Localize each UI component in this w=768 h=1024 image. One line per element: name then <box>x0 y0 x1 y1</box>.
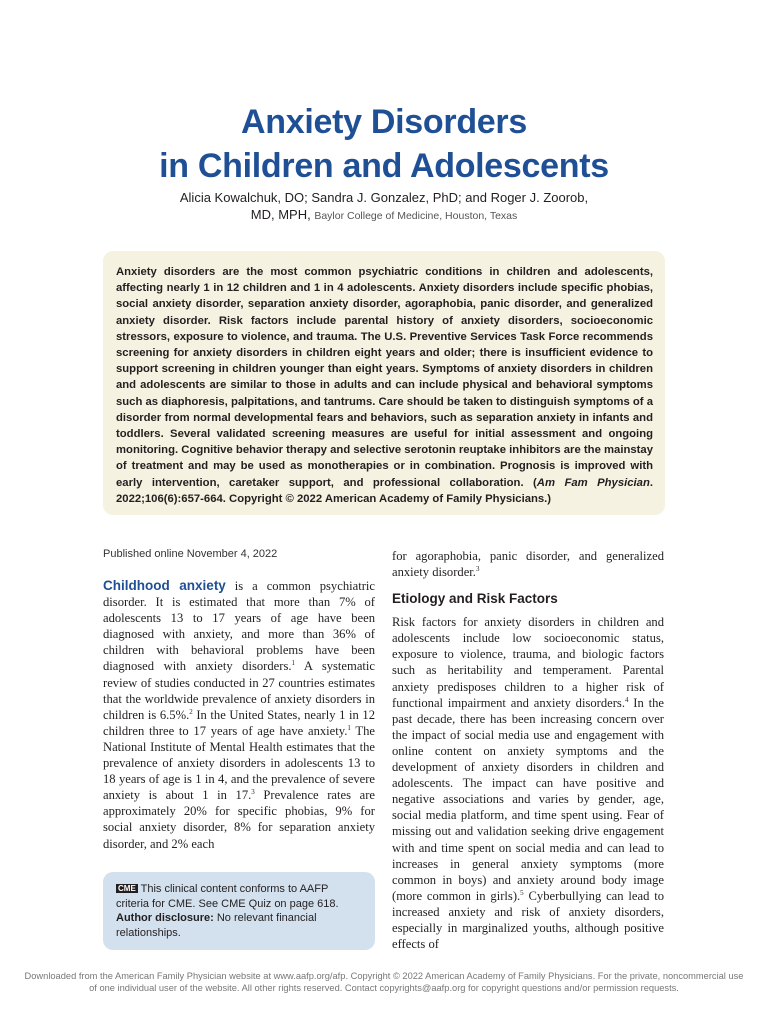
disclosure-label: Author disclosure: <box>116 912 214 924</box>
abstract-citation: . 2022;106(6):657-664. Copyright © 2022 American Academy of Family Physicians.) <box>116 476 654 505</box>
intro-text-2: A systematic review of studies conducted in 27 countries estimates that the worldwide prevalence of anxiety disorders in children is 6.5%. <box>103 659 375 722</box>
etiology-text-1: Risk factors for anxiety disorders in children and adolescents include low socioeconomic status, exposure to violence, trauma, and biologic factors such as heritability and temperament. Parental anxiety predisposes children to a higher risk of functional impairment and anxiety disorders. <box>392 615 664 710</box>
cme-badge: CME <box>118 884 136 893</box>
reference-marker: 4 <box>624 695 629 704</box>
cme-statement <box>116 882 363 911</box>
reference-marker: 5 <box>520 888 524 897</box>
abstract-box <box>103 251 665 515</box>
continued-paragraph <box>392 548 664 580</box>
section-heading: Etiology and Risk Factors <box>392 591 558 607</box>
title-line-2: in Children and Adolescents <box>159 147 609 185</box>
title-line-1: Anxiety Disorders <box>241 103 527 141</box>
intro-text-4: The National Institute of Mental Health estimates that the prevalence of anxiety disorders in adolescents 13 to 18 years of age is 1 in 4, and the prevalence of severe anxiety is about 1 in 17. <box>103 723 375 803</box>
cme-info-box <box>103 872 375 950</box>
reference-marker: 2 <box>189 707 193 716</box>
etiology-text-2: In the past decade, there has been increasing concern over the impact of social media use and engagement with online content on anxiety symptoms and the development of anxiety disorders in children and adolescents. The impact can have positive and negative associations and varies by gender, age, social media platform, and time spent using. Fear of missing out and validation seeking drive engagement with and time spent on social media and can lead to increases in general anxiety symptoms (more common in boys) and anxiety around body image (more common in girls). <box>392 695 664 903</box>
etiology-text-3: Cyberbullying can lead to increased anxiety and risk of anxiety disorders, especially in marginalized youths, although positive effects of <box>392 888 664 952</box>
intro-text-5: Prevalence rates are approximately 20% for specific phobias, 9% for social anxiety disorder, 8% for separation anxiety disorder, and 2% each <box>103 788 375 851</box>
cme-text: This clinical content conforms to AAFP criteria for CME. See CME Quiz on page 618. <box>116 883 339 910</box>
published-date: Published online November 4, 2022 <box>103 548 278 560</box>
lead-term: Childhood anxiety <box>103 578 226 593</box>
author-line <box>170 189 598 225</box>
page-footer: Downloaded from the American Family Physician website at www.aafp.org/afp. Copyright © 2022 American Academy of Family Physicians. For the private, noncommercial use of one individual user of the website. All other rights reserved. Contact copyrights@aafp.org for copyright questions and/or permission requests. <box>24 971 744 993</box>
abstract-body: Anxiety disorders are the most common psychiatric conditions in children and adolescents, affecting nearly 1 in 12 children and 1 in 4 adolescents. Anxiety disorders include specific phobias, social anxiety disorder, separation anxiety disorder, agoraphobia, panic disorder, and generalized anxiety disorder. Risk factors include parental history of anxiety disorders, socioeconomic stressors, exposure to violence, and trauma. The U.S. Preventive Services Task Force recommends screening for anxiety disorders in children eight years and older; there is insufficient evidence to support screening in children younger than eight years. Symptoms of anxiety disorders in children and adolescents are similar to those in adults and can include physical and behavioral symptoms such as diaphoresis, palpitations, and tantrums. Care should be taken to distinguish symptoms of a disorder from normal developmental fears and behaviors, such as separation anxiety in infants and toddlers. Several validated screening measures are useful for initial assessment and ongoing monitoring. Cognitive behavior therapy and selective serotonin reuptake inhibitors are the mainstay of treatment and may be used as monotherapies or in combination. Prognosis is improved with early intervention, caretaker support, and professional collaboration. ( <box>116 266 653 489</box>
abstract-text <box>116 264 653 507</box>
left-column <box>103 578 375 852</box>
etiology-paragraph <box>392 614 664 952</box>
intro-paragraph <box>103 578 375 852</box>
article-title <box>0 100 768 188</box>
right-column <box>392 548 664 952</box>
reference-marker: 3 <box>251 788 255 797</box>
author-names: Alicia Kowalchuk, DO; Sandra J. Gonzalez, PhD; and Roger J. Zoorob, MD, MPH, <box>179 190 589 222</box>
continued-text: for agoraphobia, panic disorder, and generalized anxiety disorder. <box>392 549 664 580</box>
reference-marker: 3 <box>475 564 480 573</box>
intro-text-3: In the United States, nearly 1 in 12 children three to 17 years of age have anxiety. <box>103 707 375 738</box>
disclosure-text: No relevant financial relationships. <box>116 912 317 939</box>
author-disclosure <box>116 911 363 940</box>
reference-marker: 1 <box>291 659 296 668</box>
abstract-journal: Am Fam Physician <box>536 476 650 489</box>
intro-text-1: is a common psychiatric disorder. It is estimated that more than 7% of adolescents 13 to 17 years of age have been diagnosed with anxiety, and more than 36% of children with behavioral problems have been diagnosed with anxiety disorders. <box>103 579 375 674</box>
author-affiliation: Baylor College of Medicine, Houston, Texas <box>314 210 518 222</box>
reference-marker: 1 <box>347 723 351 732</box>
